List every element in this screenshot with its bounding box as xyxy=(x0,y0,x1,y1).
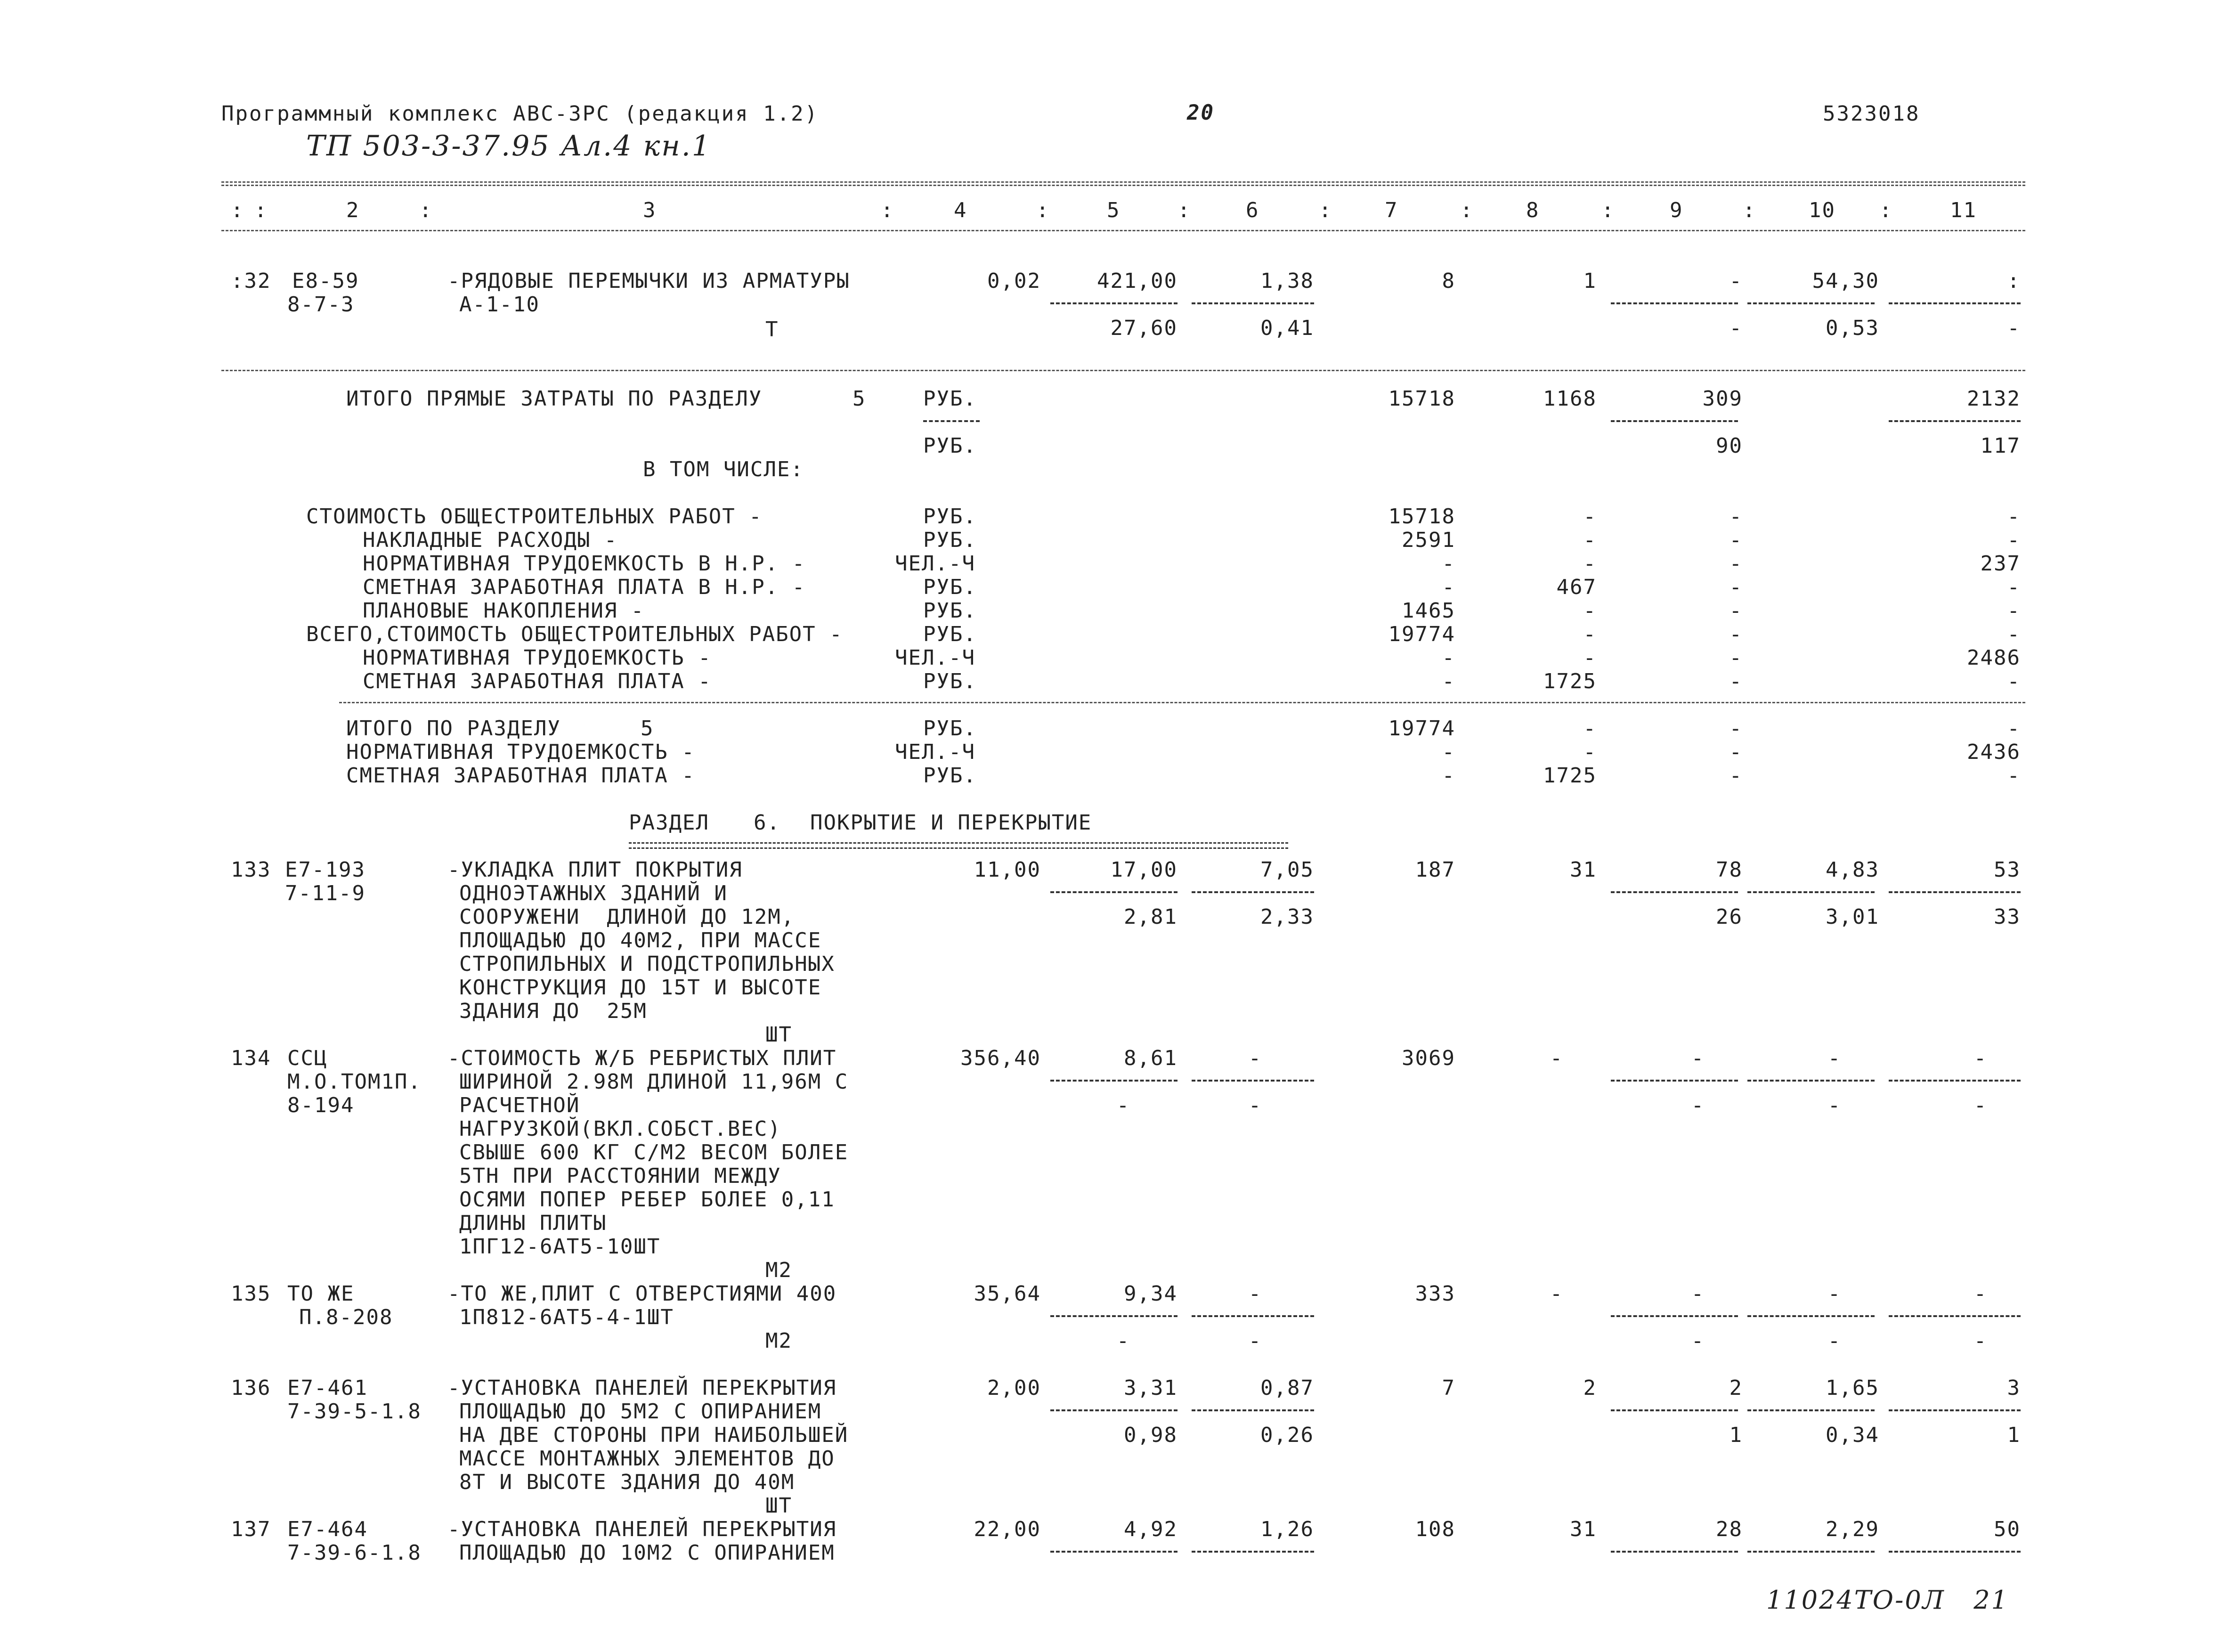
section-rule xyxy=(221,370,2025,371)
breakdown-label: СМЕТНАЯ ЗАРАБОТНАЯ ПЛАТА - xyxy=(363,669,712,693)
work-description: ЗДАНИЯ ДО 25М xyxy=(459,999,647,1023)
fraction-line xyxy=(1611,1409,1738,1411)
work-description: -СТОИМОСТЬ Ж/Б РЕБРИСТЫХ ПЛИТ xyxy=(447,1046,837,1070)
fraction-line xyxy=(1611,1551,1738,1553)
rate-code: Е7-193 xyxy=(285,858,365,882)
breakdown-label: СТОИМОСТЬ ОБЩЕСТРОИТЕЛЬНЫХ РАБОТ - xyxy=(306,505,763,529)
fraction-line xyxy=(1747,891,1875,893)
cell-unit-cost: 8,61 xyxy=(1124,1046,1177,1070)
row-number: :32 xyxy=(231,269,271,293)
cell-col6-wage: 0,26 xyxy=(1260,1423,1314,1447)
col-header-3: 3 xyxy=(643,198,657,222)
cell-col10: 4,83 xyxy=(1826,858,1879,882)
cell-col9: 78 xyxy=(1716,858,1743,882)
total-section-number: 5 xyxy=(853,387,866,411)
cell-col10-wage: 3,01 xyxy=(1826,905,1879,929)
fraction-line xyxy=(1050,1551,1177,1553)
breakdown-col11: - xyxy=(2007,599,2021,623)
rate-code-3: 8-194 xyxy=(287,1093,355,1117)
fraction-line xyxy=(1611,1315,1738,1317)
work-description: 8Т И ВЫСОТЕ ЗДАНИЯ ДО 40М xyxy=(459,1470,795,1494)
cell-col7: 333 xyxy=(1415,1282,1455,1306)
col-header-2: 2 xyxy=(346,198,360,222)
cell-unit-cost-wage: 0,98 xyxy=(1124,1423,1177,1447)
cell-col11-wage: - xyxy=(1973,1329,1988,1353)
section-total-col7: - xyxy=(1442,764,1455,788)
breakdown-col9: - xyxy=(1729,646,1743,670)
rate-code-2: М.О.ТОМ1П. xyxy=(287,1070,422,1094)
cell-quantity: 2,00 xyxy=(987,1376,1041,1400)
breakdown-col7: 15718 xyxy=(1388,505,1455,529)
work-description: ШИРИНОЙ 2.98М ДЛИНОЙ 11,96М С xyxy=(459,1070,849,1094)
cell-quantity: 35,64 xyxy=(974,1282,1041,1306)
col-sep: : xyxy=(1177,198,1191,222)
cell-unit-cost: 9,34 xyxy=(1124,1282,1177,1306)
cell-col10: 54,30 xyxy=(1812,269,1879,293)
col-sep: : xyxy=(254,198,268,222)
col-header-9: 9 xyxy=(1670,198,1683,222)
cell-col9: - xyxy=(1691,1046,1705,1070)
fraction-line xyxy=(1747,302,1875,304)
breakdown-col11: 237 xyxy=(1980,552,2021,576)
section-total-col9: - xyxy=(1729,740,1743,764)
col-sep: : xyxy=(1460,198,1474,222)
cell-quantity: 22,00 xyxy=(974,1517,1041,1541)
cell-col9: - xyxy=(1729,269,1743,293)
work-description: ДЛИНЫ ПЛИТЫ xyxy=(459,1211,607,1235)
cell-col6-wage: - xyxy=(1248,1093,1262,1117)
fraction-line xyxy=(1192,302,1314,304)
work-description: -УСТАНОВКА ПАНЕЛЕЙ ПЕРЕКРЫТИЯ xyxy=(447,1376,837,1400)
breakdown-unit: РУБ. xyxy=(923,599,977,623)
fraction-line xyxy=(1050,302,1177,304)
breakdown-unit: РУБ. xyxy=(923,528,977,552)
col-sep: : xyxy=(1601,198,1615,222)
cell-unit-cost: 4,92 xyxy=(1124,1517,1177,1541)
fraction-line xyxy=(1611,891,1738,893)
cell-col9-wage: 1 xyxy=(1729,1423,1743,1447)
cell-col7: 3069 xyxy=(1402,1046,1455,1070)
work-description: -ТО ЖЕ,ПЛИТ С ОТВЕРСТИЯМИ 400 xyxy=(447,1282,837,1306)
col-header-5: 5 xyxy=(1107,198,1121,222)
breakdown-unit: ЧЕЛ.-Ч xyxy=(895,552,975,576)
section-heading-label: РАЗДЕЛ xyxy=(629,811,709,835)
work-description: ПЛОЩАДЬЮ ДО 10М2 С ОПИРАНИЕМ xyxy=(459,1541,835,1565)
cell-col9: 2 xyxy=(1729,1376,1743,1400)
cell-col9-wage: - xyxy=(1691,1093,1705,1117)
row-number: 137 xyxy=(231,1517,271,1541)
handwritten-project-ref: ТП 503-3-37.95 Ал.4 кн.1 xyxy=(306,130,712,163)
cell-col10-wage: 0,53 xyxy=(1826,316,1879,340)
cell-unit-cost: 421,00 xyxy=(1097,269,1177,293)
unit: М2 xyxy=(765,1329,792,1353)
fraction-line xyxy=(1747,1080,1875,1082)
col-header-4: 4 xyxy=(954,198,967,222)
breakdown-col11: - xyxy=(2007,505,2021,529)
section-total-unit: РУБ. xyxy=(923,716,977,741)
cell-col11: 3 xyxy=(2007,1376,2021,1400)
breakdown-label: ВСЕГО,СТОИМОСТЬ ОБЩЕСТРОИТЕЛЬНЫХ РАБОТ - xyxy=(306,622,843,646)
cell-col6: 1,26 xyxy=(1260,1517,1314,1541)
breakdown-col8: - xyxy=(1583,528,1597,552)
fraction-line xyxy=(1889,1080,2021,1082)
header-rule-bottom xyxy=(221,230,2025,231)
col-sep: : xyxy=(1879,198,1893,222)
breakdown-col9: - xyxy=(1729,528,1743,552)
cell-unit-cost-wage: - xyxy=(1116,1093,1130,1117)
cell-unit-cost-wage: 2,81 xyxy=(1124,905,1177,929)
total-col9-wage: 90 xyxy=(1716,434,1743,458)
fraction-line xyxy=(1747,1315,1875,1317)
cell-unit-cost-wage: 27,60 xyxy=(1110,316,1177,340)
breakdown-label: НАКЛАДНЫЕ РАСХОДЫ - xyxy=(363,528,618,552)
cell-col9-wage: 26 xyxy=(1716,905,1743,929)
row-number: 133 xyxy=(231,858,271,882)
work-description: ОДНОЭТАЖНЫХ ЗДАНИЙ И xyxy=(459,881,728,905)
cell-col10-wage: - xyxy=(1827,1093,1842,1117)
cell-quantity: 11,00 xyxy=(974,858,1041,882)
section-total-unit: ЧЕЛ.-Ч xyxy=(895,740,975,764)
fraction-line xyxy=(1889,1551,2021,1553)
col-header-8: 8 xyxy=(1526,198,1540,222)
row-number: 134 xyxy=(231,1046,271,1070)
cell-quantity: 0,02 xyxy=(987,269,1041,293)
rate-code-2: П.8-208 xyxy=(299,1305,393,1329)
doc-code: 5323018 xyxy=(1823,102,1920,126)
cell-col6-wage: 2,33 xyxy=(1260,905,1314,929)
breakdown-col11: - xyxy=(2007,622,2021,646)
work-description: СВЫШЕ 600 КГ С/М2 ВЕСОМ БОЛЕЕ xyxy=(459,1140,849,1164)
section-total-label: ИТОГО ПО РАЗДЕЛУ xyxy=(346,716,561,741)
cell-unit-cost: 3,31 xyxy=(1124,1376,1177,1400)
cell-col8: - xyxy=(1550,1282,1564,1306)
breakdown-col7: 1465 xyxy=(1402,599,1455,623)
col-header-6: 6 xyxy=(1246,198,1259,222)
cell-col6: - xyxy=(1248,1282,1262,1306)
cell-col10: - xyxy=(1827,1282,1842,1306)
total-label: ИТОГО ПРЯМЫЕ ЗАТРАТЫ ПО РАЗДЕЛУ xyxy=(346,387,763,411)
breakdown-col8: - xyxy=(1583,505,1597,529)
cell-col11-wage: 1 xyxy=(2007,1423,2021,1447)
cell-unit-cost-wage: - xyxy=(1116,1329,1130,1353)
cell-col9-wage: - xyxy=(1729,316,1743,340)
fraction-line xyxy=(1611,302,1738,304)
program-title: Программный комплекс АВС-ЗРС (редакция 1.2) xyxy=(221,102,819,126)
section-total-col8: 1725 xyxy=(1543,764,1597,788)
breakdown-col7: 2591 xyxy=(1402,528,1455,552)
including-label: В ТОМ ЧИСЛЕ: xyxy=(643,457,804,481)
row-number: 136 xyxy=(231,1376,271,1400)
breakdown-col8: - xyxy=(1583,552,1597,576)
section-total-col7: 19774 xyxy=(1388,716,1455,741)
section-total-col11: 2436 xyxy=(1967,740,2021,764)
section-total-col8: - xyxy=(1583,716,1597,741)
unit: ШТ xyxy=(765,1023,792,1047)
rate-code-2: 7-39-5-1.8 xyxy=(287,1400,422,1424)
fraction-line xyxy=(1050,1080,1177,1082)
work-description: ОСЯМИ ПОПЕР РЕБЕР БОЛЕЕ 0,11 xyxy=(459,1188,835,1212)
unit: М2 xyxy=(765,1258,792,1282)
cell-col7: 8 xyxy=(1442,269,1455,293)
rate-code: Е7-464 xyxy=(287,1517,368,1541)
cell-col9: 28 xyxy=(1716,1517,1743,1541)
breakdown-col8: 467 xyxy=(1556,575,1597,599)
cell-col6-wage: 0,41 xyxy=(1260,316,1314,340)
cell-col11: 53 xyxy=(1994,858,2021,882)
fraction-line xyxy=(1747,1409,1875,1411)
section-total-unit: РУБ. xyxy=(923,764,977,788)
header-rule-top-2 xyxy=(221,185,2025,186)
breakdown-col9: - xyxy=(1729,575,1743,599)
rate-code: Е7-461 xyxy=(287,1376,368,1400)
row-number: 135 xyxy=(231,1282,271,1306)
breakdown-col7: - xyxy=(1442,646,1455,670)
work-description: 5ТН ПРИ РАССТОЯНИИ МЕЖДУ xyxy=(459,1164,781,1188)
cell-col11: - xyxy=(1973,1046,1988,1070)
cell-col7: 187 xyxy=(1415,858,1455,882)
breakdown-col9: - xyxy=(1729,505,1743,529)
rate-code-2: 8-7-3 xyxy=(287,293,355,317)
breakdown-label: НОРМАТИВНАЯ ТРУДОЕМКОСТЬ В Н.Р. - xyxy=(363,552,806,576)
fraction-line xyxy=(1889,1409,2021,1411)
fraction-line xyxy=(1050,1409,1177,1411)
fraction-line xyxy=(1747,1551,1875,1553)
fraction-line xyxy=(1050,1315,1177,1317)
cell-col11-wage: 33 xyxy=(1994,905,2021,929)
cell-unit-cost: 17,00 xyxy=(1110,858,1177,882)
breakdown-label: ПЛАНОВЫЕ НАКОПЛЕНИЯ - xyxy=(363,599,645,623)
cell-col6-wage: - xyxy=(1248,1329,1262,1353)
col-header-10: 10 xyxy=(1809,198,1835,222)
cell-col10-wage: - xyxy=(1827,1329,1842,1353)
cell-col6: 1,38 xyxy=(1260,269,1314,293)
rate-code-2: 7-39-6-1.8 xyxy=(287,1541,422,1565)
cell-col8: 31 xyxy=(1570,858,1597,882)
fraction-line xyxy=(1611,420,1738,422)
section-total-col9: - xyxy=(1729,764,1743,788)
col-sep: : xyxy=(881,198,894,222)
col-sep: : xyxy=(1036,198,1050,222)
total-col8: 1168 xyxy=(1543,387,1597,411)
fraction-line xyxy=(1192,1080,1314,1082)
section-heading-number: 6. xyxy=(754,811,780,835)
breakdown-unit: РУБ. xyxy=(923,505,977,529)
col-sep: : xyxy=(231,198,244,222)
breakdown-label: НОРМАТИВНАЯ ТРУДОЕМКОСТЬ - xyxy=(363,646,712,670)
cell-col8: 2 xyxy=(1583,1376,1597,1400)
cell-col9-wage: - xyxy=(1691,1329,1705,1353)
cell-col11-wage: - xyxy=(1973,1093,1988,1117)
cell-col7: 108 xyxy=(1415,1517,1455,1541)
work-description: 1ПГ12-6АТ5-10ШТ xyxy=(459,1235,661,1259)
fraction-line xyxy=(1192,1551,1314,1553)
breakdown-col8: - xyxy=(1583,646,1597,670)
fraction-line xyxy=(1889,420,2021,422)
breakdown-col7: - xyxy=(1442,552,1455,576)
fraction-line xyxy=(1611,1080,1738,1082)
work-description: 1П812-6АТ5-4-1ШТ xyxy=(459,1305,674,1329)
col-sep: : xyxy=(419,198,433,222)
cell-col6: - xyxy=(1248,1046,1262,1070)
col-sep: : xyxy=(1743,198,1756,222)
fraction-line xyxy=(1889,891,2021,893)
cell-col6: 0,87 xyxy=(1260,1376,1314,1400)
section-total-label: СМЕТНАЯ ЗАРАБОТНАЯ ПЛАТА - xyxy=(346,764,695,788)
breakdown-unit: РУБ. xyxy=(923,622,977,646)
total-col9: 309 xyxy=(1702,387,1743,411)
work-description: -РЯДОВЫЕ ПЕРЕМЫЧКИ ИЗ АРМАТУРЫ xyxy=(447,269,850,293)
work-description: СТРОПИЛЬНЫХ И ПОДСТРОПИЛЬНЫХ xyxy=(459,952,835,976)
footer-handwritten-code: 11024ТО-0Л 21 xyxy=(1766,1585,2009,1615)
section-total-col11: - xyxy=(2007,764,2021,788)
cell-col8: - xyxy=(1550,1046,1564,1070)
header-rule-top xyxy=(221,181,2025,183)
fraction-line xyxy=(1192,891,1314,893)
work-description-2: А-1-10 xyxy=(459,293,540,317)
cell-col11: 50 xyxy=(1994,1517,2021,1541)
work-description: ПЛОЩАДЬЮ ДО 40М2, ПРИ МАССЕ xyxy=(459,928,822,952)
total-unit-2: РУБ. xyxy=(923,434,977,458)
section-total-col9: - xyxy=(1729,716,1743,741)
cell-col8: 31 xyxy=(1570,1517,1597,1541)
fraction-line xyxy=(1889,302,2021,304)
cell-col10: - xyxy=(1827,1046,1842,1070)
work-description: ПЛОЩАДЬЮ ДО 5М2 С ОПИРАНИЕМ xyxy=(459,1400,822,1424)
section-total-number: 5 xyxy=(641,716,654,741)
cell-col6: 7,05 xyxy=(1260,858,1314,882)
rate-code: Е8-59 xyxy=(292,269,359,293)
total-unit: РУБ. xyxy=(923,387,977,411)
breakdown-col8: - xyxy=(1583,622,1597,646)
unit: Т xyxy=(765,317,779,342)
breakdown-col9: - xyxy=(1729,599,1743,623)
cell-col10: 1,65 xyxy=(1826,1376,1879,1400)
breakdown-col7: - xyxy=(1442,669,1455,693)
work-description: -УСТАНОВКА ПАНЕЛЕЙ ПЕРЕКРЫТИЯ xyxy=(447,1517,837,1541)
breakdown-unit: ЧЕЛ.-Ч xyxy=(895,646,975,670)
cell-col7: 7 xyxy=(1442,1376,1455,1400)
work-description: РАСЧЕТНОЙ xyxy=(459,1093,580,1117)
breakdown-col9: - xyxy=(1729,669,1743,693)
fraction-line xyxy=(1192,1409,1314,1411)
breakdown-col7: 19774 xyxy=(1388,622,1455,646)
section-heading-title: ПОКРЫТИЕ И ПЕРЕКРЫТИЕ xyxy=(810,811,1092,835)
breakdown-col9: - xyxy=(1729,552,1743,576)
work-description: -УКЛАДКА ПЛИТ ПОКРЫТИЯ xyxy=(447,858,743,882)
total-col7: 15718 xyxy=(1388,387,1455,411)
work-description: МАССЕ МОНТАЖНЫХ ЭЛЕМЕНТОВ ДО xyxy=(459,1447,835,1471)
total-col11-wage: 117 xyxy=(1980,434,2021,458)
section-total-col11: - xyxy=(2007,716,2021,741)
section-total-col7: - xyxy=(1442,740,1455,764)
col-sep: : xyxy=(1319,198,1332,222)
fraction-line xyxy=(1050,891,1177,893)
col-header-7: 7 xyxy=(1385,198,1398,222)
breakdown-col11: - xyxy=(2007,528,2021,552)
rate-code: ССЦ xyxy=(287,1046,328,1070)
work-description: СООРУЖЕНИ ДЛИНОЙ ДО 12М, xyxy=(459,905,795,929)
section-total-label: НОРМАТИВНАЯ ТРУДОЕМКОСТЬ - xyxy=(346,740,695,764)
section-total-rule xyxy=(339,702,2025,703)
unit: ШТ xyxy=(765,1494,792,1518)
breakdown-col11: 2486 xyxy=(1967,646,2021,670)
breakdown-col11: - xyxy=(2007,669,2021,693)
cell-col9: - xyxy=(1691,1282,1705,1306)
breakdown-col9: - xyxy=(1729,622,1743,646)
breakdown-col11: - xyxy=(2007,575,2021,599)
page-number: 20 xyxy=(1187,101,1215,125)
cell-col10-wage: 0,34 xyxy=(1826,1423,1879,1447)
cell-col11-wage: - xyxy=(2007,316,2021,340)
breakdown-col8: 1725 xyxy=(1543,669,1597,693)
work-description: НА ДВЕ СТОРОНЫ ПРИ НАИБОЛЬШЕЙ xyxy=(459,1423,849,1447)
rate-code: ТО ЖЕ xyxy=(287,1282,355,1306)
total-col11: 2132 xyxy=(1967,387,2021,411)
breakdown-label: СМЕТНАЯ ЗАРАБОТНАЯ ПЛАТА В Н.Р. - xyxy=(363,575,806,599)
work-description: КОНСТРУКЦИЯ ДО 15Т И ВЫСОТЕ xyxy=(459,976,822,1000)
rate-code-2: 7-11-9 xyxy=(285,881,365,905)
breakdown-unit: РУБ. xyxy=(923,575,977,599)
cell-col11: : xyxy=(2007,269,2021,293)
fraction-line xyxy=(1889,1315,2021,1317)
cell-quantity: 356,40 xyxy=(960,1046,1041,1070)
breakdown-col7: - xyxy=(1442,575,1455,599)
fraction-line xyxy=(1192,1315,1314,1317)
fraction-line xyxy=(923,420,980,422)
section-heading-underline xyxy=(629,842,1288,849)
section-total-col8: - xyxy=(1583,740,1597,764)
breakdown-col8: - xyxy=(1583,599,1597,623)
col-header-11: 11 xyxy=(1950,198,1977,222)
cell-col8: 1 xyxy=(1583,269,1597,293)
cell-col10: 2,29 xyxy=(1826,1517,1879,1541)
breakdown-unit: РУБ. xyxy=(923,669,977,693)
cell-col11: - xyxy=(1973,1282,1988,1306)
work-description: НАГРУЗКОЙ(ВКЛ.СОБСТ.ВЕС) xyxy=(459,1117,781,1141)
